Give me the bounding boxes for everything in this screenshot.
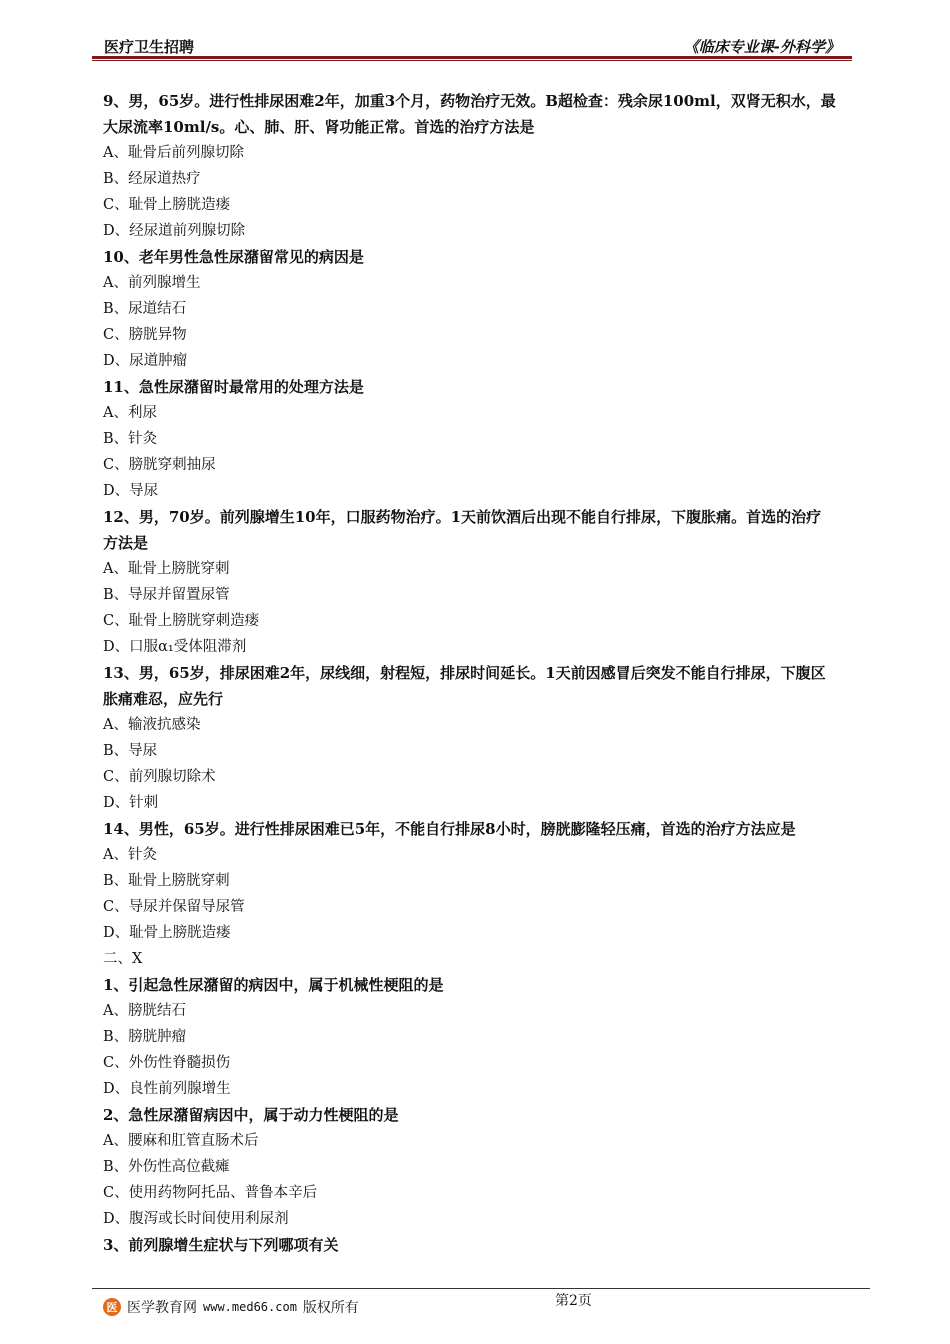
question-stem: 12、男，70岁。前列腺增生10年，口服药物治疗。1天前饮酒后出现不能自行排尿，下腹胀痛。首选的治疗 bbox=[103, 508, 822, 526]
question-list bbox=[103, 88, 853, 946]
question-stem: 大尿流率10ml/s。心、肺、肝、肾功能正常。首选的治疗方法是 bbox=[103, 118, 535, 136]
answer-option: A、耻骨后前列腺切除 bbox=[103, 145, 244, 161]
answer-option: B、经尿道热疗 bbox=[103, 171, 201, 187]
brand-name: 医学教育网 bbox=[127, 1300, 197, 1316]
answer-option: D、耻骨上膀胱造瘘 bbox=[103, 925, 231, 941]
answer-option: A、腰麻和肛管直肠术后 bbox=[103, 1133, 259, 1149]
answer-option: C、膀胱穿刺抽尿 bbox=[103, 457, 216, 473]
answer-option: C、耻骨上膀胱穿刺造瘘 bbox=[103, 613, 260, 629]
answer-option: B、导尿并留置尿管 bbox=[103, 587, 230, 603]
brand-rights: 版权所有 bbox=[302, 1300, 359, 1316]
question-item bbox=[103, 816, 853, 946]
answer-option: D、导尿 bbox=[103, 483, 159, 499]
answer-option: A、针灸 bbox=[103, 847, 157, 863]
answer-option: B、膀胱肿瘤 bbox=[103, 1029, 187, 1045]
question-stem: 9、男，65岁。进行性排尿困难2年，加重3个月，药物治疗无效。B超检查：残余尿100ml，双肾无积水，最 bbox=[103, 92, 836, 110]
header-divider-thin bbox=[92, 60, 852, 61]
header-divider bbox=[92, 56, 852, 59]
answer-option: A、前列腺增生 bbox=[103, 275, 201, 291]
question-item bbox=[103, 972, 853, 1102]
answer-option: D、针刺 bbox=[103, 795, 159, 811]
answer-option: B、尿道结石 bbox=[103, 301, 187, 317]
header-left-title: 医疗卫生招聘 bbox=[104, 38, 195, 56]
answer-option: C、使用药物阿托品、普鲁本辛后 bbox=[103, 1185, 318, 1201]
answer-option: C、导尿并保留导尿管 bbox=[103, 899, 245, 915]
answer-option: C、前列腺切除术 bbox=[103, 769, 216, 785]
answer-option: A、膀胱结石 bbox=[103, 1003, 186, 1019]
question-item bbox=[103, 374, 853, 504]
question-stem: 14、男性，65岁。进行性排尿困难已5年，不能自行排尿8小时，膀胱膨隆轻压痛，首选的治疗方法应是 bbox=[103, 820, 796, 838]
page-number: 第2页 bbox=[555, 1293, 592, 1309]
question-stem: 13、男，65岁，排尿困难2年，尿线细，射程短，排尿时间延长。1天前因感冒后突发不能自行排尿，下腹区 bbox=[103, 664, 826, 682]
answer-option: D、经尿道前列腺切除 bbox=[103, 223, 246, 239]
answer-option: B、外伤性高位截瘫 bbox=[103, 1159, 230, 1175]
document-body bbox=[103, 88, 853, 1258]
answer-option: D、腹泻或长时间使用利尿剂 bbox=[103, 1211, 289, 1227]
question-item bbox=[103, 244, 853, 374]
answer-option: D、良性前列腺增生 bbox=[103, 1081, 231, 1097]
brand-url: www.med66.com bbox=[203, 1300, 297, 1314]
answer-option: B、针灸 bbox=[103, 431, 158, 447]
question-stem: 1、引起急性尿潴留的病因中，属于机械性梗阻的是 bbox=[103, 976, 444, 994]
answer-option: A、输液抗感染 bbox=[103, 717, 201, 733]
question-list-x bbox=[103, 972, 853, 1258]
answer-option: C、膀胱异物 bbox=[103, 327, 187, 343]
footer-brand bbox=[103, 1296, 359, 1318]
question-item bbox=[103, 1232, 853, 1258]
question-item bbox=[103, 660, 853, 816]
brand-logo-icon: 医 bbox=[103, 1298, 121, 1316]
answer-option: A、耻骨上膀胱穿刺 bbox=[103, 561, 230, 577]
question-stem: 11、急性尿潴留时最常用的处理方法是 bbox=[103, 378, 364, 396]
question-stem: 3、前列腺增生症状与下列哪项有关 bbox=[103, 1236, 339, 1254]
question-item bbox=[103, 88, 853, 244]
question-stem: 2、急性尿潴留病因中，属于动力性梗阻的是 bbox=[103, 1106, 399, 1124]
question-item bbox=[103, 1102, 853, 1232]
question-stem: 10、老年男性急性尿潴留常见的病因是 bbox=[103, 248, 364, 266]
answer-option: A、利尿 bbox=[103, 405, 157, 421]
question-stem: 方法是 bbox=[103, 534, 149, 552]
answer-option: C、耻骨上膀胱造瘘 bbox=[103, 197, 231, 213]
footer-divider bbox=[92, 1288, 870, 1289]
section-heading: 二、X bbox=[103, 951, 143, 967]
answer-option: B、导尿 bbox=[103, 743, 158, 759]
header-right-title: 《临床专业课-外科学》 bbox=[683, 38, 840, 56]
page-header bbox=[92, 30, 852, 58]
answer-option: B、耻骨上膀胱穿刺 bbox=[103, 873, 230, 889]
question-stem: 胀痛难忍，应先行 bbox=[103, 690, 224, 708]
question-item bbox=[103, 504, 853, 660]
answer-option: D、口服α₁受体阻滞剂 bbox=[103, 639, 247, 655]
answer-option: C、外伤性脊髓损伤 bbox=[103, 1055, 231, 1071]
answer-option: D、尿道肿瘤 bbox=[103, 353, 188, 369]
